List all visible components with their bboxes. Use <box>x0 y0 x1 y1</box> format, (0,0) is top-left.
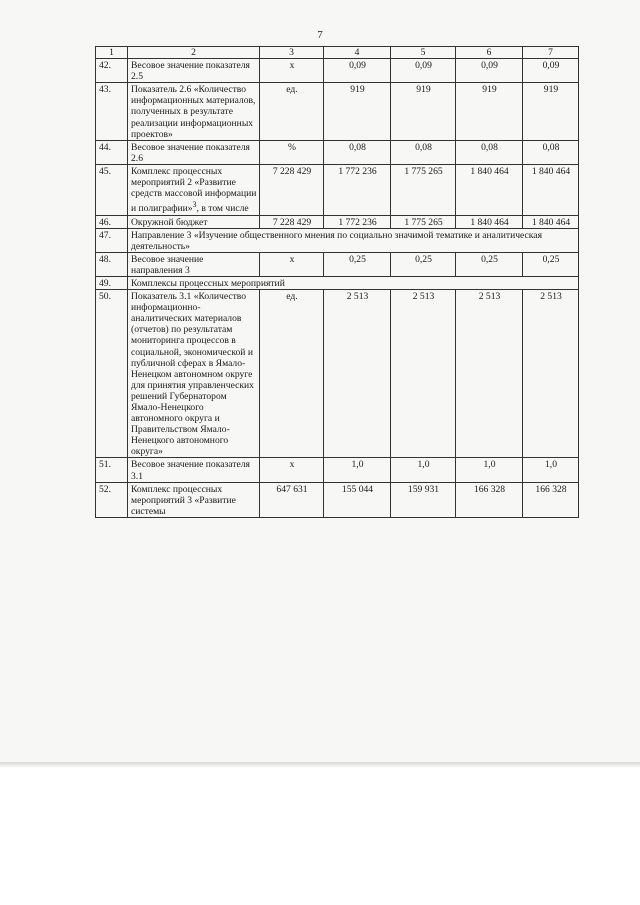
row-value-2022: 1 772 236 <box>324 164 391 215</box>
table-row <box>96 140 579 164</box>
row-value-2022: 1 772 236 <box>324 215 391 228</box>
indicators-table <box>95 46 579 518</box>
row-value-2024: 0,09 <box>456 59 523 83</box>
row-value-2024: 166 328 <box>456 482 523 517</box>
row-name <box>128 59 260 83</box>
row-name <box>128 215 260 228</box>
row-number: 43. <box>96 83 128 140</box>
column-number: 4 <box>324 47 391 59</box>
column-number: 1 <box>96 47 128 59</box>
row-value-2022: 919 <box>324 83 391 140</box>
row-value-2025: 0,09 <box>523 59 579 83</box>
row-value-2022: 2 513 <box>324 290 391 458</box>
row-name-tail: , в том числе <box>196 203 249 215</box>
column-number: 5 <box>391 47 456 59</box>
row-value-2023: 2 513 <box>391 290 456 458</box>
row-name <box>128 164 260 215</box>
row-name-text: Комплекс процессных мероприятий 2 «Развитие средств массовой информации и полиграфии» <box>131 165 257 215</box>
row-value-2023: 1 775 265 <box>391 215 456 228</box>
row-name <box>128 482 260 517</box>
row-value-2025: 1 840 464 <box>523 164 579 215</box>
row-name-text: Показатель 2.6 «Количество информационных материалов, полученных в результате реализации информационных проектов» <box>131 84 256 140</box>
row-value-2023: 1,0 <box>391 458 456 482</box>
row-value-2022: 155 044 <box>324 482 391 517</box>
row-value-2023: 0,09 <box>391 59 456 83</box>
row-number: 51. <box>96 458 128 482</box>
row-value-2023: 1 775 265 <box>391 164 456 215</box>
row-value-2023: 919 <box>391 83 456 140</box>
row-unit: х <box>260 458 324 482</box>
row-unit: х <box>260 252 324 276</box>
row-unit: 647 631 <box>260 482 324 517</box>
row-value-2022: 1,0 <box>324 458 391 482</box>
row-value-2024: 1,0 <box>456 458 523 482</box>
row-number: 48. <box>96 252 128 276</box>
row-unit: ед. <box>260 83 324 140</box>
row-value-2025: 166 328 <box>523 482 579 517</box>
column-number: 3 <box>260 47 324 59</box>
row-name-text: Весовое значение показателя 3.1 <box>131 459 250 482</box>
row-name-text: Окружной бюджет <box>131 216 208 228</box>
row-number: 52. <box>96 482 128 517</box>
row-value-2022: 0,08 <box>324 140 391 164</box>
table-row <box>96 59 579 83</box>
table-row <box>96 458 579 482</box>
row-unit: 7 228 429 <box>260 215 324 228</box>
row-number: 45. <box>96 164 128 215</box>
footnote-mark: 3 <box>192 200 197 210</box>
row-section-title: Комплексы процессных мероприятий <box>128 276 579 289</box>
row-value-2025: 0,25 <box>523 252 579 276</box>
row-name-text: Весовое значение направления 3 <box>131 253 204 276</box>
row-name <box>128 458 260 482</box>
row-number: 49. <box>96 276 128 289</box>
table-row <box>96 228 579 252</box>
table-row <box>96 252 579 276</box>
row-value-2025: 919 <box>523 83 579 140</box>
row-value-2025: 1 840 464 <box>523 215 579 228</box>
row-number: 44. <box>96 140 128 164</box>
row-name <box>128 290 260 458</box>
table-row <box>96 276 579 289</box>
row-number: 42. <box>96 59 128 83</box>
row-name-text: Показатель 3.1 «Количество информационно-аналитических материалов (отчетов) по результатам мониторинга процессов в социальной, экономической и публичной сферах в Ямало-Ненецком автономном округе для принятия управленческих решений Губернатором Ямало-Ненецкого автономного округа и Правительством Ямало-Ненецкого автономного округа» <box>131 291 254 458</box>
table-row <box>96 83 579 140</box>
column-number-row <box>96 47 579 59</box>
table-row <box>96 290 579 458</box>
column-number: 7 <box>523 47 579 59</box>
row-number: 50. <box>96 290 128 458</box>
row-unit: ед. <box>260 290 324 458</box>
row-value-2022: 0,09 <box>324 59 391 83</box>
row-value-2024: 0,08 <box>456 140 523 164</box>
row-value-2025: 0,08 <box>523 140 579 164</box>
row-name <box>128 252 260 276</box>
row-value-2024: 2 513 <box>456 290 523 458</box>
table-row <box>96 215 579 228</box>
row-value-2024: 1 840 464 <box>456 164 523 215</box>
row-unit: % <box>260 140 324 164</box>
row-name-text: Весовое значение показателя 2.6 <box>131 141 250 164</box>
page-number: 7 <box>317 29 323 41</box>
table-row <box>96 482 579 517</box>
row-name <box>128 140 260 164</box>
row-value-2024: 0,25 <box>456 252 523 276</box>
row-name <box>128 83 260 140</box>
table-row <box>96 164 579 215</box>
row-name-text: Комплекс процессных мероприятий 3 «Развитие системы <box>131 483 236 517</box>
row-unit: 7 228 429 <box>260 164 324 215</box>
row-unit: х <box>260 59 324 83</box>
blank-area <box>0 768 640 905</box>
column-number: 6 <box>456 47 523 59</box>
row-value-2025: 1,0 <box>523 458 579 482</box>
row-value-2025: 2 513 <box>523 290 579 458</box>
row-number: 46. <box>96 215 128 228</box>
row-name-text: Весовое значение показателя 2.5 <box>131 60 250 83</box>
row-value-2022: 0,25 <box>324 252 391 276</box>
column-number: 2 <box>128 47 260 59</box>
row-value-2024: 919 <box>456 83 523 140</box>
row-value-2023: 0,25 <box>391 252 456 276</box>
row-number: 47. <box>96 228 128 252</box>
row-section-title: Направление 3 «Изучение общественного мнения по социально значимой тематике и аналитическая деятельность» <box>128 228 579 252</box>
row-value-2023: 0,08 <box>391 140 456 164</box>
row-value-2023: 159 931 <box>391 482 456 517</box>
row-value-2024: 1 840 464 <box>456 215 523 228</box>
